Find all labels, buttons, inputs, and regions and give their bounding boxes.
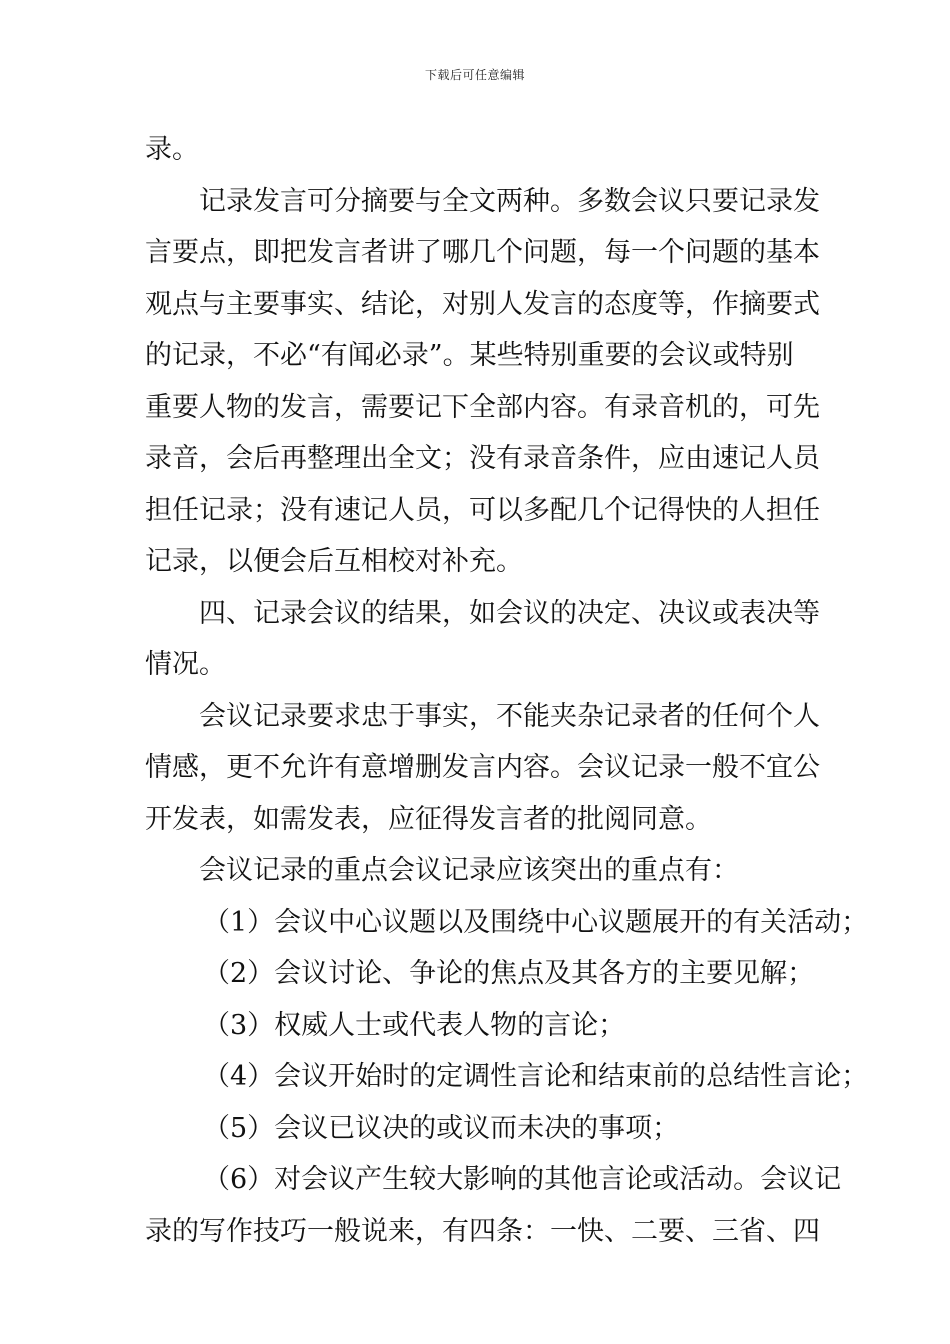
list-item: （3）权威人士或代表人物的言论； [203,1009,626,1041]
text-line: 言要点，即把发言者讲了哪几个问题，每一个问题的基本 [145,237,820,268]
text-line: 记录，以便会后互相校对补充。 [145,546,523,577]
paragraph-start: 会议记录要求忠于事实，不能夹杂记录者的任何个人 [199,700,820,732]
page-header-note: 下载后可任意编辑 [424,68,525,82]
text-line: 担任记录；没有速记人员，可以多配几个记得快的人担任 [145,494,820,526]
document-body [145,124,869,1257]
text-line: 情况。 [145,649,226,680]
list-item: （5）会议已议决的或议而未决的事项； [203,1112,680,1144]
list-item: （1）会议中心议题以及围绕中心议题展开的有关活动； [203,906,869,938]
list-item: （2）会议讨论、争论的焦点及其各方的主要见解； [203,958,815,989]
list-item: （6）对会议产生较大影响的其他言论或活动。会议记 [203,1164,842,1195]
text-line: 重要人物的发言，需要记下全部内容。有录音机的，可先 [145,391,820,423]
paragraph-start: 四、记录会议的结果，如会议的决定、决议或表决等 [199,597,820,629]
text-line: 录音，会后再整理出全文；没有录音条件，应由速记人员 [145,443,820,474]
text-line: 录。 [145,134,199,165]
list-item: （4）会议开始时的定调性言论和结束前的总结性言论； [203,1061,869,1092]
text-line: 观点与主要事实、结论，对别人发言的态度等，作摘要式 [145,288,820,320]
text-line: 录的写作技巧一般说来，有四条：一快、二要、三省、四 [145,1215,820,1247]
text-line: 情感，更不允许有意增删发言内容。会议记录一般不宜公 [145,752,820,783]
paragraph-start: 记录发言可分摘要与全文两种。多数会议只要记录发 [199,185,820,217]
paragraph-start: 会议记录的重点会议记录应该突出的重点有： [199,855,739,886]
text-line: 的记录，不必“有闻必录”。某些特别重要的会议或特别 [145,340,794,371]
text-line: 开发表，如需发表，应征得发言者的批阅同意。 [145,803,712,835]
